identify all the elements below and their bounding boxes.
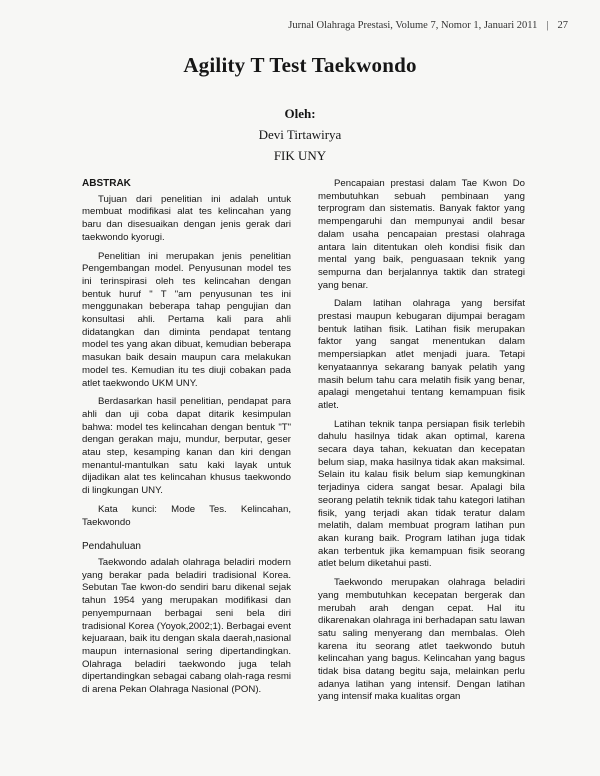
page-number: 27	[557, 20, 568, 31]
left-column	[82, 178, 291, 703]
body-paragraph: Taekwondo merupakan olahraga beladiri yang membutuhkan kecepatan bergerak dan merubah arah dengan cepat. Hal itu dikarenakan olahraga ini berhadapan satu lawan satu saling menyerang dan membalas. Oleh karena itu seorang atlet taekwondo butuh kelincahan yang bagus. Kelincahan yang bagus tidak bisa datang begitu saja, melainkan perlu adanya latihan yang intensif. Dengan latihan yang intensif maka kualitas organ	[318, 577, 525, 703]
author-block	[0, 103, 600, 166]
journal-citation: Jurnal Olahraga Prestasi, Volume 7, Nomor 1, Januari 2011	[288, 20, 538, 31]
abstract-heading: ABSTRAK	[82, 178, 131, 189]
intro-heading: Pendahuluan	[82, 541, 141, 553]
author-label: Oleh:	[284, 106, 316, 121]
header-separator: |	[546, 20, 549, 31]
abstract-paragraph: Tujuan dari penelitian ini adalah untuk membuat modifikasi alat tes kelincahan yang baru dan disesuaikan dengan jenis gerak dari taekwondo kyorugi.	[82, 193, 291, 243]
abstract-paragraph: Berdasarkan hasil penelitian, pendapat para ahli dan uji coba dapat ditarik kesimpulan bahwa: model tes kelincahan dengan bentuk "T" dengan gerakan maju, mundur, berputar, geser atau step, kesamping kanan dan kiri dengan menantul-mantulkan satu kaki layak untuk dijadikan alat tes kelincahan khusus taekwondo di lingkungan UNY.	[82, 396, 291, 497]
article-title: Agility T Test Taekwondo	[183, 53, 417, 77]
intro-paragraph: Taekwondo adalah olahraga beladiri modern yang berakar pada beladiri tradisional Korea. Sebutan Tae kwon-do sendiri baru dikenal sejak tahun 1954 yang merupakan modifikasi dan penyempurnaan berbagai seni bela diri tradisional Korea (Yoyok,2002;1). Berbagai event kejuaraan, baik itu dengan skala daerah,nasional maupun internasional sering dipertandingkan. Olahraga beladiri taekwondo juga telah dipertandingkan sebagai cabang olah-raga resmi di arena Pekan Olahraga Nasional (PON).	[82, 556, 291, 696]
author-name: Devi Tirtawirya	[258, 127, 342, 142]
running-header	[288, 20, 568, 31]
author-affiliation: FIK UNY	[273, 148, 327, 163]
body-paragraph: Pencapaian prestasi dalam Tae Kwon Do membutuhkan sebuah pembinaan yang terprogram dan sistematis. Banyak faktor yang mempengaruhi dan mempunyai andil besar dalam usaha pencapaian prestasi olahraga antara lain ditentukan oleh kondisi fisik dan mental yang baik, penguasaan teknik yang sempurna dan berjalannya taktik dan strategi yang benar.	[318, 178, 525, 291]
abstract-paragraph: Penelitian ini merupakan jenis penelitian Pengembangan model. Penyusunan model tes ini terinspirasi oleh tes kelincahan dengan bentuk huruf " T "am penyusunan tes ini menggunakan beberapa tahap pengujian dan konsultasi ahli. Pertama kali para ahli didatangkan dan diminta pendapat tentang model tes yang akan dibuat, kemudian beberapa masukan baik desain maupun cara melakukan model tes. Kemudian itu tes diuji cobakan pada atlet taekwondo UKM UNY.	[82, 250, 291, 389]
body-paragraph: Latihan teknik tanpa persiapan fisik terlebih dahulu hasilnya tidak akan optimal, karena secara daya tahan, kekuatan dan kecepatan belum siap, maka hasilnya tidak akan maksimal. Selain itu kalau fisik belum siap kemungkinan terjadinya cidera sangat besar. Apalagi bila seorang pelatih teknik tidak tahu kategori latihan fisik, yang terjadi akan tidak teratur dalam melatih, dalam membuat program latihan pun akan kurang baik. Program latihan juga tidak akan terbentuk jika kemampuan fisik seorang atlet belum diketahui pasti.	[318, 418, 525, 570]
body-paragraph: Dalam latihan olahraga yang bersifat prestasi maupun kebugaran dijumpai beragam bentuk latihan fisik. Latihan fisik merupakan faktor yang sangat menentukan dalam mempersiapkan atlet menjadi juara. Tetapi kenyataannya sekarang banyak pelatih yang masih belum tahu cara melatih fisik yang benar, apalagi mengetahui tentang kemampuan fisik atlet.	[318, 298, 525, 411]
keywords: Kata kunci: Mode Tes. Kelincahan, Taekwondo	[82, 503, 291, 528]
right-column	[318, 178, 525, 710]
